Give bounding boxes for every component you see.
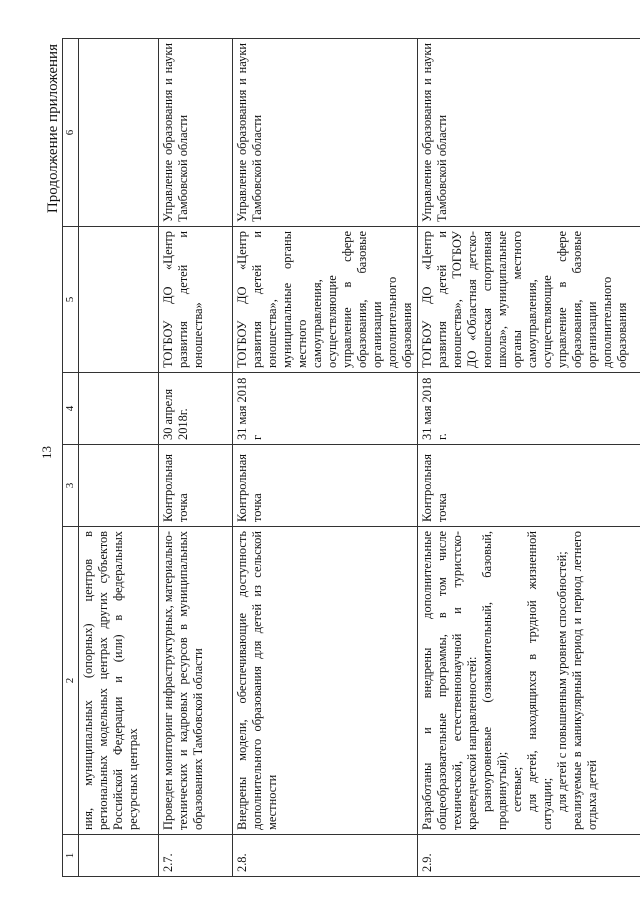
row-number: 2.9. (418, 835, 640, 877)
responsible: Управление образования и науки Тамбовской области (233, 39, 418, 227)
event-line: реализуемые в каникулярный период и период летнего отдыха детей (570, 531, 599, 830)
executors (79, 227, 159, 373)
table-row (159, 39, 233, 877)
page-number: 13 (39, 446, 54, 459)
event-line: для детей, находящихся в трудной жизненной ситуации; (525, 531, 554, 830)
row-number (79, 835, 159, 877)
event-text: Внедрены модели, обеспечивающие доступность дополнительного образования для детей из сельской местности (233, 527, 418, 835)
event-text (418, 527, 640, 835)
event-type: Контрольная точка (418, 445, 640, 527)
responsible: Управление образования и науки Тамбовской области (159, 39, 233, 227)
event-type: Контрольная точка (159, 445, 233, 527)
table-row (233, 39, 418, 877)
row-number: 2.7. (159, 835, 233, 877)
executors: ТОГБОУ ДО «Центр развития детей и юношества», муниципальные органы местного самоуправления, осуществляющие управление в сфере образования, базовые организации дополнительного образования (233, 227, 418, 373)
column-number: 3 (63, 445, 79, 527)
column-number: 6 (63, 39, 79, 227)
event-text: ния, муниципальных (опорных) центров в региональных модельных центрах других субъектов Российской Федерации и (или) в федеральных ресурсных центрах (79, 527, 159, 835)
event-text: Проведен мониторинг инфраструктурных, материально-технических и кадровых ресурсов в муниципальных образованиях Тамбовской области (159, 527, 233, 835)
executors: ТОГБОУ ДО «Центр развития детей и юношества», ТОГБОУ ДО «Областная детско-юношеская спортивная школа», муниципальные органы местного самоуправления, осуществляющие управление в сфере образования, базовые организации дополнительного образования (418, 227, 640, 373)
header-row (63, 39, 79, 877)
table-row (418, 39, 640, 877)
event-line: Разработаны и внедрены дополнительные общеобразовательные программы, в том числе технической, естественнонаучной и туристско-краеведческой направленностей: (420, 531, 479, 830)
responsible: Управление образования и науки Тамбовской области (418, 39, 640, 227)
continuation-title: Продолжение приложения (45, 44, 61, 214)
event-line: сетевые; (510, 766, 524, 812)
event-type: Контрольная точка (233, 445, 418, 527)
event-type (79, 445, 159, 527)
responsible (79, 39, 159, 227)
column-number: 2 (63, 527, 79, 835)
column-number: 5 (63, 227, 79, 373)
table-row (79, 39, 159, 877)
executors: ТОГБОУ ДО «Центр развития детей и юношества» (159, 227, 233, 373)
row-number: 2.8. (233, 835, 418, 877)
event-date: 31 мая 2018 г. (418, 373, 640, 445)
event-date (79, 373, 159, 445)
plan-table (62, 38, 640, 877)
column-number: 4 (63, 373, 79, 445)
event-line: разноуровневые (ознакомительный, базовый, продвинутый); (480, 531, 509, 830)
column-number: 1 (63, 835, 79, 877)
event-date: 30 апреля 2018г. (159, 373, 233, 445)
event-line: для детей с повышенным уровнем способностей; (555, 551, 569, 812)
event-date: 31 мая 2018 г (233, 373, 418, 445)
